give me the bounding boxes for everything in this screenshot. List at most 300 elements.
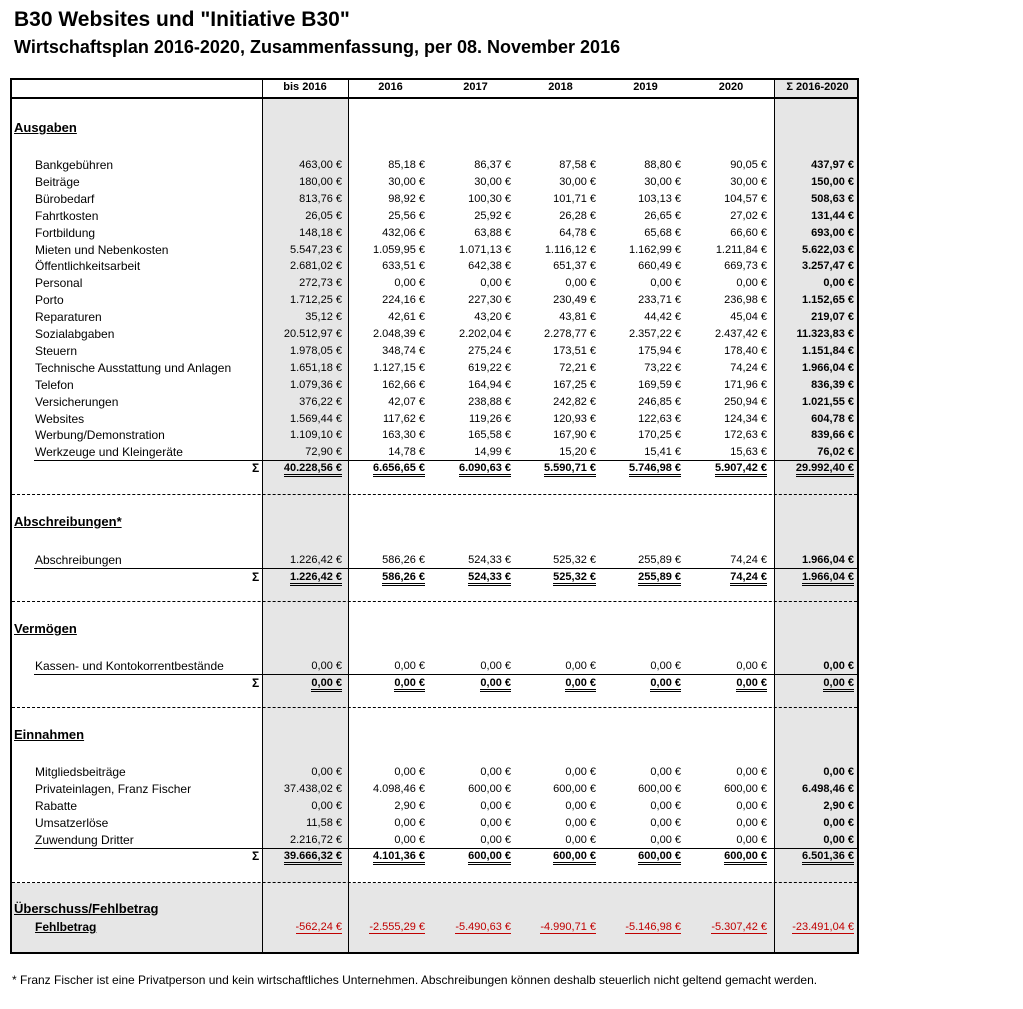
row-label: Telefon bbox=[35, 377, 74, 392]
value-cell bbox=[305, 210, 342, 222]
sum-row-vermoegen bbox=[12, 675, 857, 692]
row-label: Privateinlagen, Franz Fischer bbox=[35, 781, 192, 796]
value-text: 4.101,36 € bbox=[373, 850, 425, 865]
value-cell bbox=[559, 446, 596, 458]
section-divider bbox=[12, 707, 857, 708]
value-cell bbox=[480, 677, 511, 689]
value-cell bbox=[811, 159, 854, 171]
value-text: 2,90 € bbox=[394, 799, 425, 812]
value-text: 604,78 € bbox=[811, 412, 854, 425]
fehlbetrag-label: Fehlbetrag bbox=[35, 920, 97, 934]
value-text: 25,56 € bbox=[388, 209, 425, 222]
value-text: 1.109,10 € bbox=[290, 429, 342, 442]
value-cell bbox=[480, 800, 511, 812]
value-cell bbox=[811, 193, 854, 205]
value-cell bbox=[724, 783, 767, 795]
value-cell bbox=[468, 783, 511, 795]
value-text: 150,00 € bbox=[811, 175, 854, 188]
value-text: 30,00 € bbox=[474, 175, 511, 188]
value-text: 39.666,32 € bbox=[284, 850, 342, 865]
value-cell bbox=[553, 345, 596, 357]
row-label: Mitgliedsbeiträge bbox=[35, 765, 126, 779]
value-text: 0,00 € bbox=[823, 766, 854, 778]
value-cell bbox=[468, 345, 511, 357]
value-text: 88,80 € bbox=[644, 159, 681, 171]
value-text: 5.622,03 € bbox=[802, 243, 854, 256]
value-text: 122,63 € bbox=[638, 412, 681, 425]
value-cell bbox=[716, 244, 767, 256]
value-text: 44,42 € bbox=[644, 311, 681, 324]
row-label: Versicherungen bbox=[35, 394, 119, 409]
value-text: 0,00 € bbox=[480, 766, 511, 778]
value-cell bbox=[559, 210, 596, 222]
value-cell bbox=[730, 362, 767, 374]
table-row bbox=[12, 815, 857, 832]
value-cell bbox=[468, 429, 511, 441]
value-cell bbox=[468, 554, 511, 566]
value-text: 250,94 € bbox=[724, 395, 767, 408]
table-row bbox=[12, 377, 857, 394]
value-cell bbox=[290, 260, 342, 272]
value-text: 2.278,77 € bbox=[544, 328, 596, 340]
value-text: 0,00 € bbox=[480, 799, 511, 812]
value-text: 600,00 € bbox=[724, 782, 767, 795]
value-cell bbox=[474, 159, 511, 171]
value-text: 376,22 € bbox=[299, 395, 342, 408]
value-cell bbox=[388, 311, 425, 323]
value-text: 120,93 € bbox=[553, 412, 596, 425]
value-text: 165,58 € bbox=[468, 429, 511, 442]
value-text: 0,00 € bbox=[394, 660, 425, 672]
value-cell bbox=[736, 800, 767, 812]
value-cell bbox=[553, 294, 596, 306]
row-label: Kassen- und Kontokorrentbestände bbox=[35, 659, 224, 673]
value-cell bbox=[553, 571, 596, 583]
value-text: 1.211,84 € bbox=[715, 243, 767, 256]
value-cell bbox=[468, 850, 511, 862]
value-cell bbox=[736, 277, 767, 289]
value-cell bbox=[811, 227, 854, 239]
value-text: 45,04 € bbox=[730, 311, 767, 324]
value-cell bbox=[724, 413, 767, 425]
section-title-abschreibungen: Abschreibungen* bbox=[14, 514, 122, 529]
value-cell bbox=[480, 834, 511, 846]
value-cell bbox=[711, 921, 767, 933]
value-text: 173,51 € bbox=[553, 344, 596, 357]
value-text: 162,66 € bbox=[382, 378, 425, 391]
value-text: 35,12 € bbox=[305, 311, 342, 324]
value-text: 119,26 € bbox=[468, 412, 511, 425]
value-cell bbox=[796, 462, 854, 474]
value-text: 40.228,56 € bbox=[284, 462, 342, 477]
value-cell bbox=[553, 554, 596, 566]
value-cell bbox=[724, 260, 767, 272]
value-cell bbox=[638, 345, 681, 357]
value-text: 0,00 € bbox=[650, 766, 681, 778]
value-text: 1.071,13 € bbox=[459, 243, 511, 256]
value-text: 1.116,12 € bbox=[544, 243, 596, 256]
value-cell bbox=[802, 260, 854, 272]
value-text: 4.098,46 € bbox=[373, 782, 425, 795]
value-cell bbox=[290, 554, 342, 566]
column-header: bis 2016 bbox=[283, 81, 327, 93]
value-cell bbox=[284, 462, 342, 474]
sum-symbol: Σ bbox=[252, 676, 260, 690]
value-cell bbox=[474, 311, 511, 323]
value-cell bbox=[299, 396, 342, 408]
row-label: Sozialabgaben bbox=[35, 327, 115, 341]
row-label: Reparaturen bbox=[35, 310, 102, 325]
value-cell bbox=[644, 311, 681, 323]
value-text: 72,21 € bbox=[559, 361, 596, 374]
value-text: 6.656,65 € bbox=[373, 462, 425, 477]
value-cell bbox=[629, 462, 681, 474]
value-text: 37.438,02 € bbox=[283, 782, 342, 795]
value-cell bbox=[290, 834, 342, 846]
value-cell bbox=[290, 244, 342, 256]
table-row bbox=[12, 798, 857, 815]
value-text: 76,02 € bbox=[817, 446, 854, 459]
value-text: 0,00 € bbox=[736, 799, 767, 812]
value-cell bbox=[638, 193, 681, 205]
value-text: 1.162,99 € bbox=[629, 243, 681, 256]
value-cell bbox=[650, 277, 681, 289]
value-text: 0,00 € bbox=[480, 677, 511, 692]
value-text: 2.048,39 € bbox=[373, 328, 425, 340]
value-cell bbox=[305, 446, 342, 458]
value-text: 163,30 € bbox=[382, 429, 425, 442]
value-cell bbox=[802, 345, 854, 357]
value-text: 178,40 € bbox=[724, 344, 767, 357]
value-text: 42,61 € bbox=[388, 311, 425, 324]
value-cell bbox=[644, 210, 681, 222]
value-cell bbox=[382, 260, 425, 272]
value-text: 651,37 € bbox=[553, 260, 596, 273]
value-cell bbox=[730, 227, 767, 239]
value-text: 0,00 € bbox=[480, 833, 511, 846]
value-text: 219,07 € bbox=[811, 311, 854, 324]
value-cell bbox=[724, 850, 767, 862]
value-text: 5.746,98 € bbox=[629, 462, 681, 477]
value-text: 6.501,36 € bbox=[802, 850, 854, 865]
value-cell bbox=[459, 244, 511, 256]
table-row bbox=[12, 174, 857, 191]
value-text: 275,24 € bbox=[468, 344, 511, 357]
value-text: 242,82 € bbox=[553, 395, 596, 408]
value-cell bbox=[382, 345, 425, 357]
value-text: 0,00 € bbox=[650, 816, 681, 829]
value-cell bbox=[559, 362, 596, 374]
value-text: 2.357,22 € bbox=[629, 328, 681, 340]
value-text: 1.152,65 € bbox=[802, 294, 854, 307]
value-text: 600,00 € bbox=[553, 782, 596, 795]
value-cell bbox=[284, 850, 342, 862]
value-text: 600,00 € bbox=[553, 850, 596, 865]
value-cell bbox=[736, 677, 767, 689]
value-cell bbox=[736, 766, 767, 778]
value-cell bbox=[802, 244, 854, 256]
sum-symbol: Σ bbox=[252, 461, 260, 475]
value-text: 0,00 € bbox=[736, 277, 767, 290]
value-cell bbox=[823, 277, 854, 289]
value-text: 1.226,42 € bbox=[290, 571, 342, 586]
section-title-vermoegen: Vermögen bbox=[14, 621, 77, 636]
value-cell bbox=[373, 244, 425, 256]
value-text: 2.202,04 € bbox=[459, 328, 511, 340]
value-cell bbox=[736, 834, 767, 846]
value-cell bbox=[382, 294, 425, 306]
value-text: 29.992,40 € bbox=[796, 462, 854, 477]
value-text: 0,00 € bbox=[394, 677, 425, 692]
sum-symbol: Σ bbox=[252, 849, 260, 863]
column-divider bbox=[262, 80, 263, 952]
value-text: 1.151,84 € bbox=[802, 344, 854, 357]
value-text: 508,63 € bbox=[811, 192, 854, 205]
value-cell bbox=[644, 159, 681, 171]
table-row bbox=[12, 832, 857, 849]
value-cell bbox=[290, 571, 342, 583]
value-text: 5.907,42 € bbox=[715, 462, 767, 477]
value-text: 167,25 € bbox=[553, 378, 596, 391]
table-row bbox=[12, 292, 857, 309]
budget-table bbox=[10, 78, 859, 954]
value-cell bbox=[284, 783, 342, 795]
value-cell bbox=[629, 328, 681, 340]
value-text: 1.079,36 € bbox=[290, 378, 342, 391]
value-cell bbox=[459, 328, 511, 340]
value-cell bbox=[545, 244, 596, 256]
row-label: Beiträge bbox=[35, 174, 80, 189]
value-text: 255,89 € bbox=[638, 554, 681, 566]
value-cell bbox=[553, 429, 596, 441]
value-cell bbox=[544, 328, 596, 340]
table-row bbox=[12, 208, 857, 225]
sum-row-abschreibungen bbox=[12, 569, 857, 586]
value-text: 600,00 € bbox=[468, 850, 511, 865]
value-cell bbox=[638, 413, 681, 425]
value-cell bbox=[724, 396, 767, 408]
value-cell bbox=[290, 413, 342, 425]
value-text: 5.547,23 € bbox=[290, 243, 342, 256]
value-cell bbox=[373, 850, 425, 862]
value-cell bbox=[811, 210, 854, 222]
value-text: 0,00 € bbox=[823, 277, 854, 290]
value-cell bbox=[306, 817, 342, 829]
value-text: 600,00 € bbox=[638, 782, 681, 795]
value-cell bbox=[455, 921, 511, 933]
value-text: 43,20 € bbox=[474, 311, 511, 324]
row-label: Fahrtkosten bbox=[35, 208, 99, 223]
row-label: Bürobedarf bbox=[35, 191, 95, 206]
value-text: 0,00 € bbox=[736, 660, 767, 672]
row-label: Steuern bbox=[35, 343, 78, 358]
result-band bbox=[12, 883, 857, 952]
value-text: 101,71 € bbox=[553, 192, 596, 205]
value-cell bbox=[802, 362, 854, 374]
value-text: 0,00 € bbox=[650, 677, 681, 692]
value-text: 524,33 € bbox=[468, 571, 511, 586]
value-cell bbox=[299, 193, 342, 205]
value-cell bbox=[811, 429, 854, 441]
value-text: 5.590,71 € bbox=[544, 462, 596, 477]
value-cell bbox=[299, 277, 342, 289]
value-cell bbox=[823, 660, 854, 672]
sum-row-ausgaben bbox=[12, 460, 857, 477]
value-cell bbox=[638, 783, 681, 795]
value-cell bbox=[736, 817, 767, 829]
value-cell bbox=[553, 396, 596, 408]
value-cell bbox=[730, 446, 767, 458]
footnote: * Franz Fischer ist eine Privatperson und kein wirtschaftliches Unternehmen. Abschreibungen können deshalb steuerlich nicht geltend gemacht werden. bbox=[12, 973, 818, 987]
value-text: 26,65 € bbox=[644, 209, 681, 222]
table-row bbox=[12, 360, 857, 377]
row-label: Zuwendung Dritter bbox=[35, 832, 134, 847]
row-label: Abschreibungen bbox=[35, 553, 122, 567]
row-label: Werkzeuge und Kleingeräte bbox=[35, 445, 183, 460]
value-cell bbox=[540, 921, 596, 933]
value-cell bbox=[650, 834, 681, 846]
value-text: 642,38 € bbox=[468, 260, 511, 273]
value-cell bbox=[792, 921, 854, 933]
row-label: Technische Ausstattung und Anlagen bbox=[35, 360, 232, 375]
value-cell bbox=[644, 176, 681, 188]
value-cell bbox=[480, 817, 511, 829]
value-cell bbox=[311, 766, 342, 778]
value-cell bbox=[802, 294, 854, 306]
value-text: 0,00 € bbox=[565, 816, 596, 829]
value-cell bbox=[394, 660, 425, 672]
value-text: -23.491,04 € bbox=[792, 921, 854, 933]
value-text: 104,57 € bbox=[724, 192, 767, 205]
value-text: 1.966,04 € bbox=[802, 361, 854, 374]
value-text: 30,00 € bbox=[388, 175, 425, 188]
value-text: 172,63 € bbox=[724, 429, 767, 442]
value-cell bbox=[565, 277, 596, 289]
value-cell bbox=[802, 396, 854, 408]
value-text: 15,41 € bbox=[644, 446, 681, 459]
value-cell bbox=[559, 159, 596, 171]
value-text: 463,00 € bbox=[299, 159, 342, 171]
value-cell bbox=[638, 571, 681, 583]
value-cell bbox=[388, 193, 425, 205]
value-cell bbox=[559, 176, 596, 188]
value-cell bbox=[715, 462, 767, 474]
value-cell bbox=[715, 328, 767, 340]
value-text: 90,05 € bbox=[730, 159, 767, 171]
value-cell bbox=[565, 660, 596, 672]
value-cell bbox=[811, 379, 854, 391]
value-cell bbox=[311, 800, 342, 812]
value-text: 0,00 € bbox=[311, 799, 342, 812]
value-text: 87,58 € bbox=[559, 159, 596, 171]
value-cell bbox=[369, 921, 425, 933]
value-cell bbox=[724, 294, 767, 306]
value-text: 348,74 € bbox=[382, 344, 425, 357]
value-text: 74,24 € bbox=[730, 571, 767, 586]
value-cell bbox=[802, 850, 854, 862]
page-subtitle: Wirtschaftsplan 2016-2020, Zusammenfassung, per 08. November 2016 bbox=[14, 37, 621, 57]
value-cell bbox=[299, 176, 342, 188]
value-text: 246,85 € bbox=[638, 395, 681, 408]
value-text: 20.512,97 € bbox=[283, 328, 342, 340]
value-text: 86,37 € bbox=[474, 159, 511, 171]
value-text: 0,00 € bbox=[565, 799, 596, 812]
value-cell bbox=[469, 413, 511, 425]
value-text: 525,32 € bbox=[553, 554, 596, 566]
value-cell bbox=[388, 396, 425, 408]
value-text: 0,00 € bbox=[565, 277, 596, 290]
value-text: 171,96 € bbox=[724, 378, 767, 391]
value-cell bbox=[817, 446, 854, 458]
value-cell bbox=[468, 379, 511, 391]
value-text: -5.146,98 € bbox=[625, 921, 681, 933]
value-text: 180,00 € bbox=[299, 175, 342, 188]
value-cell bbox=[823, 677, 854, 689]
value-text: 0,00 € bbox=[736, 833, 767, 846]
value-cell bbox=[382, 227, 425, 239]
value-text: 2.437,42 € bbox=[715, 328, 767, 340]
value-text: 0,00 € bbox=[565, 660, 596, 672]
table-row bbox=[12, 275, 857, 292]
row-label: Porto bbox=[35, 293, 64, 308]
value-text: 43,81 € bbox=[559, 311, 596, 324]
value-text: 0,00 € bbox=[736, 677, 767, 692]
value-cell bbox=[394, 834, 425, 846]
value-text: 26,05 € bbox=[305, 209, 342, 222]
value-text: 14,78 € bbox=[388, 446, 425, 459]
value-text: 0,00 € bbox=[394, 816, 425, 829]
value-text: 73,22 € bbox=[644, 361, 681, 374]
value-cell bbox=[394, 800, 425, 812]
value-text: 131,44 € bbox=[811, 209, 854, 222]
value-cell bbox=[644, 446, 681, 458]
column-header: Σ 2016-2020 bbox=[786, 81, 849, 93]
table-row bbox=[12, 444, 857, 461]
value-cell bbox=[724, 429, 767, 441]
value-cell bbox=[553, 260, 596, 272]
value-text: 0,00 € bbox=[650, 799, 681, 812]
value-cell bbox=[823, 834, 854, 846]
value-cell bbox=[311, 677, 342, 689]
value-text: 164,94 € bbox=[468, 378, 511, 391]
value-text: 15,63 € bbox=[730, 446, 767, 459]
value-cell bbox=[299, 227, 342, 239]
value-text: 1.978,05 € bbox=[290, 344, 342, 357]
column-header: 2020 bbox=[718, 81, 744, 93]
value-text: 0,00 € bbox=[394, 277, 425, 290]
value-cell bbox=[468, 193, 511, 205]
column-header: 2017 bbox=[463, 81, 488, 93]
value-text: 272,73 € bbox=[299, 277, 342, 290]
section-title-einnahmen: Einnahmen bbox=[14, 727, 85, 742]
value-text: 1.569,44 € bbox=[290, 412, 342, 425]
value-text: 0,00 € bbox=[736, 766, 767, 778]
value-cell bbox=[290, 345, 342, 357]
value-text: 0,00 € bbox=[823, 833, 854, 846]
value-text: 6.498,46 € bbox=[802, 782, 854, 795]
row-label: Bankgebühren bbox=[35, 158, 114, 172]
table-row bbox=[12, 326, 857, 343]
value-cell bbox=[638, 429, 681, 441]
value-cell bbox=[394, 277, 425, 289]
value-text: 0,00 € bbox=[311, 660, 342, 672]
value-text: 64,78 € bbox=[559, 226, 596, 239]
value-cell bbox=[565, 834, 596, 846]
value-text: 85,18 € bbox=[388, 159, 425, 171]
value-cell bbox=[811, 413, 854, 425]
value-text: 224,16 € bbox=[382, 294, 425, 307]
table-row bbox=[12, 258, 857, 275]
